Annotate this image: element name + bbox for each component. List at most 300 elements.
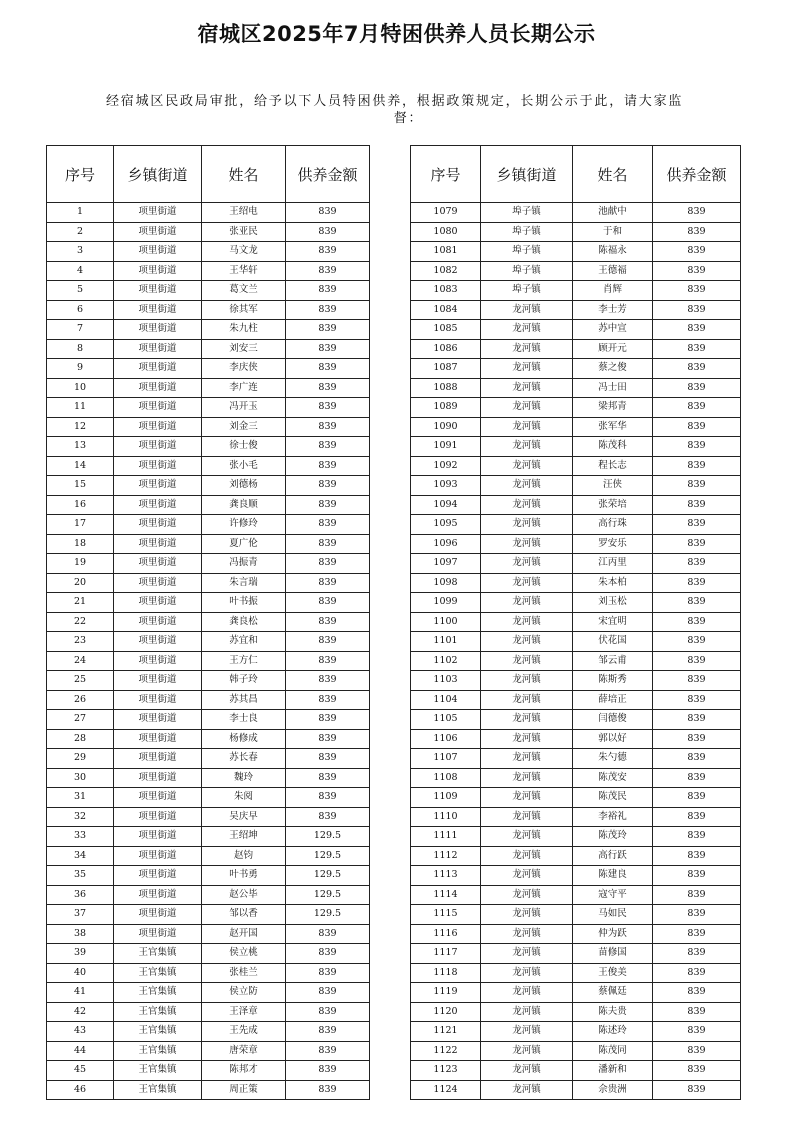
cell-amount: 839 <box>286 300 370 320</box>
cell-name: 邹云甫 <box>573 651 653 671</box>
cell-township: 龙河镇 <box>481 924 573 944</box>
table-row <box>47 320 370 340</box>
cell-name: 徐其军 <box>202 300 286 320</box>
cell-amount: 839 <box>286 359 370 379</box>
table-row <box>411 1061 741 1081</box>
cell-name: 陈斯秀 <box>573 671 653 691</box>
cell-township: 龙河镇 <box>481 417 573 437</box>
header-township: 乡镇街道 <box>481 146 573 203</box>
cell-serial: 1089 <box>411 398 481 418</box>
table-row <box>47 378 370 398</box>
table-row <box>411 593 741 613</box>
roster-table-right <box>410 145 741 1100</box>
cell-serial: 1081 <box>411 242 481 262</box>
table-row <box>47 944 370 964</box>
document-title: 宿城区2025年7月特困供养人员长期公示 <box>197 22 596 46</box>
cell-township: 龙河镇 <box>481 573 573 593</box>
cell-amount: 129.5 <box>286 846 370 866</box>
table-row <box>411 944 741 964</box>
cell-name: 薛培正 <box>573 690 653 710</box>
cell-township: 龙河镇 <box>481 1022 573 1042</box>
cell-amount: 839 <box>653 456 741 476</box>
cell-name: 陈茂科 <box>573 437 653 457</box>
cell-serial: 1120 <box>411 1002 481 1022</box>
cell-township: 项里街道 <box>114 827 202 847</box>
cell-name: 马文龙 <box>202 242 286 262</box>
cell-name: 刘德杨 <box>202 476 286 496</box>
cell-serial: 1083 <box>411 281 481 301</box>
table-row <box>47 593 370 613</box>
cell-name: 高行珠 <box>573 515 653 535</box>
cell-name: 苏其昌 <box>202 690 286 710</box>
cell-serial: 1112 <box>411 846 481 866</box>
cell-amount: 839 <box>286 944 370 964</box>
cell-serial: 25 <box>47 671 114 691</box>
cell-name: 陈邦才 <box>202 1061 286 1081</box>
cell-amount: 839 <box>653 846 741 866</box>
table-row <box>47 554 370 574</box>
table-row <box>411 456 741 476</box>
cell-amount: 839 <box>653 827 741 847</box>
table-row <box>411 866 741 886</box>
cell-township: 项里街道 <box>114 378 202 398</box>
cell-township: 龙河镇 <box>481 515 573 535</box>
cell-name: 朱言瑞 <box>202 573 286 593</box>
cell-amount: 839 <box>653 242 741 262</box>
cell-amount: 839 <box>286 671 370 691</box>
cell-township: 项里街道 <box>114 788 202 808</box>
roster-table-left <box>46 145 370 1100</box>
table-row <box>411 1022 741 1042</box>
cell-serial: 16 <box>47 495 114 515</box>
cell-township: 埠子镇 <box>481 203 573 223</box>
cell-serial: 1 <box>47 203 114 223</box>
cell-amount: 129.5 <box>286 866 370 886</box>
cell-township: 王官集镇 <box>114 983 202 1003</box>
cell-amount: 839 <box>286 924 370 944</box>
table-row <box>47 1041 370 1061</box>
cell-serial: 1091 <box>411 437 481 457</box>
cell-serial: 1122 <box>411 1041 481 1061</box>
cell-amount: 839 <box>286 749 370 769</box>
cell-amount: 839 <box>286 515 370 535</box>
cell-name: 李士芳 <box>573 300 653 320</box>
table-header-row <box>411 146 741 203</box>
cell-township: 龙河镇 <box>481 729 573 749</box>
cell-amount: 839 <box>286 1002 370 1022</box>
cell-serial: 45 <box>47 1061 114 1081</box>
cell-amount: 839 <box>286 261 370 281</box>
cell-serial: 41 <box>47 983 114 1003</box>
cell-name: 龚良松 <box>202 612 286 632</box>
cell-serial: 1097 <box>411 554 481 574</box>
cell-name: 赵钧 <box>202 846 286 866</box>
cell-amount: 839 <box>286 690 370 710</box>
table-row <box>47 398 370 418</box>
table-row <box>411 242 741 262</box>
table-row <box>411 222 741 242</box>
cell-amount: 839 <box>286 807 370 827</box>
table-row <box>47 1080 370 1100</box>
cell-serial: 1094 <box>411 495 481 515</box>
cell-name: 陈茂安 <box>573 768 653 788</box>
cell-township: 项里街道 <box>114 320 202 340</box>
cell-township: 龙河镇 <box>481 339 573 359</box>
cell-name: 冯士田 <box>573 378 653 398</box>
cell-amount: 839 <box>653 476 741 496</box>
cell-serial: 43 <box>47 1022 114 1042</box>
cell-township: 龙河镇 <box>481 1080 573 1100</box>
cell-township: 龙河镇 <box>481 788 573 808</box>
table-row <box>411 495 741 515</box>
cell-amount: 839 <box>286 281 370 301</box>
cell-serial: 21 <box>47 593 114 613</box>
cell-name: 王俊美 <box>573 963 653 983</box>
cell-township: 龙河镇 <box>481 944 573 964</box>
cell-serial: 8 <box>47 339 114 359</box>
cell-township: 项里街道 <box>114 339 202 359</box>
cell-amount: 839 <box>653 300 741 320</box>
cell-amount: 839 <box>653 339 741 359</box>
cell-amount: 839 <box>653 983 741 1003</box>
header-serial: 序号 <box>411 146 481 203</box>
cell-township: 龙河镇 <box>481 593 573 613</box>
table-row <box>47 885 370 905</box>
cell-amount: 839 <box>286 378 370 398</box>
cell-township: 龙河镇 <box>481 983 573 1003</box>
cell-serial: 17 <box>47 515 114 535</box>
table-row <box>411 300 741 320</box>
table-row <box>47 651 370 671</box>
cell-serial: 1092 <box>411 456 481 476</box>
cell-township: 埠子镇 <box>481 222 573 242</box>
cell-township: 项里街道 <box>114 612 202 632</box>
table-row <box>411 281 741 301</box>
cell-amount: 839 <box>286 456 370 476</box>
cell-amount: 839 <box>653 378 741 398</box>
cell-amount: 839 <box>653 495 741 515</box>
cell-name: 程长志 <box>573 456 653 476</box>
cell-township: 龙河镇 <box>481 476 573 496</box>
cell-township: 埠子镇 <box>481 261 573 281</box>
cell-amount: 839 <box>653 807 741 827</box>
cell-amount: 839 <box>286 963 370 983</box>
cell-name: 刘金三 <box>202 417 286 437</box>
cell-name: 王方仁 <box>202 651 286 671</box>
cell-township: 龙河镇 <box>481 1041 573 1061</box>
cell-serial: 2 <box>47 222 114 242</box>
table-row <box>411 417 741 437</box>
table-row <box>47 476 370 496</box>
cell-township: 项里街道 <box>114 807 202 827</box>
cell-township: 龙河镇 <box>481 554 573 574</box>
cell-township: 龙河镇 <box>481 768 573 788</box>
cell-township: 龙河镇 <box>481 671 573 691</box>
cell-serial: 1114 <box>411 885 481 905</box>
table-row <box>47 515 370 535</box>
cell-name: 陈福永 <box>573 242 653 262</box>
cell-name: 叶书振 <box>202 593 286 613</box>
cell-serial: 1085 <box>411 320 481 340</box>
cell-name: 宋宜明 <box>573 612 653 632</box>
cell-serial: 1086 <box>411 339 481 359</box>
cell-amount: 839 <box>286 1022 370 1042</box>
cell-township: 龙河镇 <box>481 690 573 710</box>
cell-serial: 1098 <box>411 573 481 593</box>
cell-township: 龙河镇 <box>481 749 573 769</box>
table-row <box>47 807 370 827</box>
header-amount: 供养金额 <box>286 146 370 203</box>
cell-amount: 839 <box>286 320 370 340</box>
cell-serial: 1093 <box>411 476 481 496</box>
table-row <box>47 788 370 808</box>
cell-township: 龙河镇 <box>481 398 573 418</box>
cell-name: 唐荣章 <box>202 1041 286 1061</box>
cell-township: 龙河镇 <box>481 437 573 457</box>
cell-name: 苏长春 <box>202 749 286 769</box>
cell-serial: 1103 <box>411 671 481 691</box>
cell-name: 侯立桃 <box>202 944 286 964</box>
cell-township: 龙河镇 <box>481 612 573 632</box>
cell-township: 龙河镇 <box>481 320 573 340</box>
cell-serial: 1102 <box>411 651 481 671</box>
table-row <box>47 281 370 301</box>
cell-serial: 1108 <box>411 768 481 788</box>
cell-serial: 6 <box>47 300 114 320</box>
cell-township: 项里街道 <box>114 671 202 691</box>
cell-amount: 839 <box>653 554 741 574</box>
cell-amount: 839 <box>653 1002 741 1022</box>
cell-serial: 1100 <box>411 612 481 632</box>
cell-amount: 839 <box>653 398 741 418</box>
table-row <box>47 690 370 710</box>
cell-township: 埠子镇 <box>481 242 573 262</box>
table-row <box>47 1061 370 1081</box>
table-row <box>47 963 370 983</box>
cell-serial: 1087 <box>411 359 481 379</box>
table-row <box>47 339 370 359</box>
cell-name: 龚良顺 <box>202 495 286 515</box>
table-row <box>47 417 370 437</box>
table-row <box>411 339 741 359</box>
cell-township: 项里街道 <box>114 222 202 242</box>
cell-township: 项里街道 <box>114 398 202 418</box>
cell-name: 赵开国 <box>202 924 286 944</box>
cell-serial: 1079 <box>411 203 481 223</box>
cell-serial: 1111 <box>411 827 481 847</box>
cell-township: 项里街道 <box>114 866 202 886</box>
cell-township: 龙河镇 <box>481 885 573 905</box>
cell-name: 张桂兰 <box>202 963 286 983</box>
cell-name: 苗修国 <box>573 944 653 964</box>
cell-amount: 839 <box>653 1080 741 1100</box>
cell-serial: 18 <box>47 534 114 554</box>
cell-township: 项里街道 <box>114 690 202 710</box>
cell-township: 项里街道 <box>114 261 202 281</box>
cell-serial: 1082 <box>411 261 481 281</box>
table-row <box>47 456 370 476</box>
cell-amount: 839 <box>286 495 370 515</box>
cell-township: 项里街道 <box>114 924 202 944</box>
cell-amount: 839 <box>653 924 741 944</box>
table-row <box>411 885 741 905</box>
cell-township: 龙河镇 <box>481 1061 573 1081</box>
cell-amount: 839 <box>286 573 370 593</box>
cell-name: 池献中 <box>573 203 653 223</box>
table-row <box>411 1041 741 1061</box>
table-row <box>411 1080 741 1100</box>
cell-township: 王官集镇 <box>114 1041 202 1061</box>
header-serial: 序号 <box>47 146 114 203</box>
cell-serial: 1090 <box>411 417 481 437</box>
cell-serial: 35 <box>47 866 114 886</box>
cell-amount: 839 <box>286 476 370 496</box>
cell-serial: 1096 <box>411 534 481 554</box>
cell-serial: 1080 <box>411 222 481 242</box>
cell-serial: 1109 <box>411 788 481 808</box>
cell-name: 陈茂民 <box>573 788 653 808</box>
cell-amount: 839 <box>286 242 370 262</box>
cell-name: 闫德俊 <box>573 710 653 730</box>
cell-amount: 839 <box>286 632 370 652</box>
cell-name: 冯振青 <box>202 554 286 574</box>
cell-amount: 839 <box>286 437 370 457</box>
cell-name: 王德福 <box>573 261 653 281</box>
table-row <box>47 1002 370 1022</box>
cell-name: 寇守平 <box>573 885 653 905</box>
cell-township: 王官集镇 <box>114 1022 202 1042</box>
cell-name: 王先成 <box>202 1022 286 1042</box>
cell-name: 朱九柱 <box>202 320 286 340</box>
cell-serial: 20 <box>47 573 114 593</box>
cell-township: 项里街道 <box>114 476 202 496</box>
table-row <box>411 651 741 671</box>
cell-township: 项里街道 <box>114 281 202 301</box>
cell-name: 佘贵洲 <box>573 1080 653 1100</box>
cell-name: 陈茂玲 <box>573 827 653 847</box>
cell-serial: 14 <box>47 456 114 476</box>
cell-name: 王泽章 <box>202 1002 286 1022</box>
cell-serial: 4 <box>47 261 114 281</box>
cell-amount: 839 <box>286 339 370 359</box>
cell-township: 龙河镇 <box>481 651 573 671</box>
cell-amount: 839 <box>653 651 741 671</box>
cell-amount: 839 <box>653 963 741 983</box>
cell-township: 项里街道 <box>114 729 202 749</box>
cell-township: 项里街道 <box>114 632 202 652</box>
cell-township: 龙河镇 <box>481 495 573 515</box>
cell-name: 冯开玉 <box>202 398 286 418</box>
cell-name: 王绍坤 <box>202 827 286 847</box>
table-row <box>411 827 741 847</box>
cell-name: 仲为跃 <box>573 924 653 944</box>
cell-serial: 1099 <box>411 593 481 613</box>
table-row <box>47 300 370 320</box>
cell-township: 项里街道 <box>114 534 202 554</box>
table-row <box>47 671 370 691</box>
cell-serial: 1117 <box>411 944 481 964</box>
cell-amount: 839 <box>653 437 741 457</box>
table-row <box>411 515 741 535</box>
cell-serial: 13 <box>47 437 114 457</box>
cell-name: 陈述玲 <box>573 1022 653 1042</box>
cell-serial: 3 <box>47 242 114 262</box>
cell-name: 吴庆早 <box>202 807 286 827</box>
cell-amount: 839 <box>653 1061 741 1081</box>
cell-name: 伏花国 <box>573 632 653 652</box>
cell-serial: 32 <box>47 807 114 827</box>
cell-amount: 839 <box>653 671 741 691</box>
cell-name: 高行跃 <box>573 846 653 866</box>
table-row <box>47 710 370 730</box>
table-row <box>47 203 370 223</box>
table-header-row <box>47 146 370 203</box>
cell-serial: 1121 <box>411 1022 481 1042</box>
table-row <box>47 768 370 788</box>
table-row <box>47 749 370 769</box>
cell-township: 项里街道 <box>114 359 202 379</box>
table-row <box>411 963 741 983</box>
cell-name: 马如民 <box>573 905 653 925</box>
cell-amount: 839 <box>653 203 741 223</box>
cell-township: 龙河镇 <box>481 846 573 866</box>
cell-township: 龙河镇 <box>481 866 573 886</box>
cell-township: 项里街道 <box>114 300 202 320</box>
cell-township: 王官集镇 <box>114 963 202 983</box>
cell-serial: 31 <box>47 788 114 808</box>
cell-amount: 839 <box>653 768 741 788</box>
cell-amount: 839 <box>286 203 370 223</box>
cell-township: 王官集镇 <box>114 944 202 964</box>
cell-amount: 839 <box>653 281 741 301</box>
cell-township: 项里街道 <box>114 417 202 437</box>
cell-township: 项里街道 <box>114 905 202 925</box>
table-row <box>411 437 741 457</box>
cell-serial: 1088 <box>411 378 481 398</box>
cell-name: 刘安三 <box>202 339 286 359</box>
cell-amount: 839 <box>653 729 741 749</box>
cell-name: 梁邦青 <box>573 398 653 418</box>
cell-township: 龙河镇 <box>481 963 573 983</box>
cell-amount: 839 <box>653 593 741 613</box>
table-row <box>411 749 741 769</box>
table-row <box>411 476 741 496</box>
cell-name: 陈茂同 <box>573 1041 653 1061</box>
cell-township: 项里街道 <box>114 437 202 457</box>
cell-township: 龙河镇 <box>481 300 573 320</box>
cell-township: 龙河镇 <box>481 710 573 730</box>
header-name: 姓名 <box>202 146 286 203</box>
cell-township: 龙河镇 <box>481 827 573 847</box>
cell-name: 朱本柏 <box>573 573 653 593</box>
cell-serial: 23 <box>47 632 114 652</box>
cell-name: 杨修成 <box>202 729 286 749</box>
table-row <box>47 534 370 554</box>
cell-serial: 28 <box>47 729 114 749</box>
cell-serial: 30 <box>47 768 114 788</box>
cell-amount: 839 <box>286 651 370 671</box>
cell-serial: 1101 <box>411 632 481 652</box>
cell-serial: 1113 <box>411 866 481 886</box>
cell-amount: 839 <box>286 398 370 418</box>
cell-serial: 1104 <box>411 690 481 710</box>
table-row <box>47 359 370 379</box>
cell-amount: 839 <box>653 1041 741 1061</box>
table-row <box>47 1022 370 1042</box>
table-row <box>411 554 741 574</box>
cell-township: 项里街道 <box>114 593 202 613</box>
cell-name: 李裕礼 <box>573 807 653 827</box>
